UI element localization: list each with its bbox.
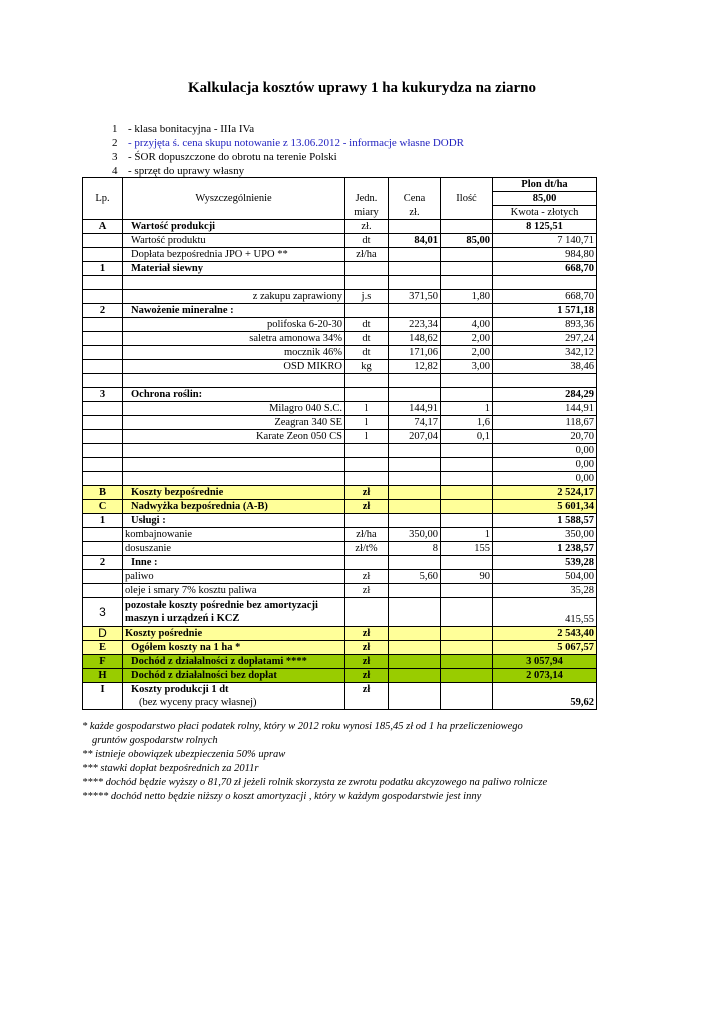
header-kwota: Kwota - złotych [493,206,597,220]
table-row: mocznik 46% dt 171,06 2,00 342,12 [83,346,597,360]
header-plon: Plon dt/ha [493,178,597,192]
table-row: z zakupu zaprawiony j.s 371,50 1,80 668,70 [83,290,597,304]
footnote: **** dochód będzie wyższy o 81,70 zł jeżeli rolnik skorzysta ze zwrotu podatku akcyzowego na paliwo rolnicze [82,777,548,788]
page-title: Kalkulacja kosztów uprawy 1 ha kukurydza na ziarno [188,80,536,96]
assumptions-list [112,122,464,178]
table-row: Milagro 040 S.C. l 144,91 1 144,91 [83,402,597,416]
table-row-summary: E Ogółem koszty na 1 ha * zł 5 067,57 [83,641,597,655]
table-row: paliwo zł 5,60 90 504,00 [83,570,597,584]
header-ilosc: Ilość [441,192,493,206]
table-row: Zeagran 340 SE l 74,17 1,6 118,67 [83,416,597,430]
table-row: OSD MIKRO kg 12,82 3,00 38,46 [83,360,597,374]
table-row: Karate Zeon 050 CS l 207,04 0,1 20,70 [83,430,597,444]
table-header-row [83,178,597,192]
table-row-summary: H Dochód z działalności bez dopłat zł 2 073,14 [83,669,597,683]
header-lp: Lp. [83,192,123,206]
table-row: 3 pozostałe koszty pośrednie bez amortyzacji maszyn i urządzeń i KCZ 415,55 [83,598,597,627]
table-row: Dopłata bezpośrednia JPO + UPO ** zł/ha 984,80 [83,248,597,262]
table-row: saletra amonowa 34% dt 148,62 2,00 297,24 [83,332,597,346]
assumption-item: 1 - klasa bonitacyjna - IIIa IVa [112,123,255,135]
table-row: 2 Nawożenie mineralne : 1 571,18 [83,304,597,318]
footnote: ***** dochód netto będzie niższy o koszt amortyzacji , który w każdym gospodarstwie jest inny [82,791,482,802]
table-row-summary: C Nadwyżka bezpośrednia (A-B) zł 5 601,34 [83,500,597,514]
table-row: A Wartość produkcji zł. 8 125,51 [83,220,597,234]
header-cena: Cena [389,192,441,206]
assumption-item: 2 - przyjęta ś. cena skupu notowanie z 13.06.2012 - informacje własne DODR [112,137,465,149]
footnote: gruntów gospodarstw rolnych [92,735,218,746]
footnote: * każde gospodarstwo płaci podatek rolny, który w 2012 roku wynosi 185,45 zł od 1 ha przeliczeniowego [82,721,523,732]
table-row-summary: B Koszty bezpośrednie zł 2 524,17 [83,486,597,500]
table-row: oleje i smary 7% kosztu paliwa zł 35,28 [83,584,597,598]
table-row: 1 Materiał siewny 668,70 [83,262,597,276]
table-header-row [83,192,597,206]
header-wyszczegolnienie: Wyszczególnienie [123,192,345,206]
header-jedn: Jedn. [345,192,389,206]
assumption-item: 4 - sprzęt do uprawy własny [112,165,245,177]
table-row: 0,00 [83,458,597,472]
table-row: 2 Inne : 539,28 [83,556,597,570]
table-row: 3 Ochrona roślin: 284,29 [83,388,597,402]
header-plon-value: 85,00 [493,192,597,206]
table-row-summary: D Koszty pośrednie zł 2 543,40 [83,627,597,641]
table-row: I Koszty produkcji 1 dt (bez wyceny pracy własnej) zł 59,62 [83,683,597,710]
footnote: *** stawki dopłat bezpośrednich za 2011r [82,763,259,774]
table-row-summary: F Dochód z działalności z dopłatami **** zł 3 057,94 [83,655,597,669]
table-row: polifoska 6-20-30 dt 223,34 4,00 893,36 [83,318,597,332]
table-row: 1 Usługi : 1 588,57 [83,514,597,528]
assumption-item: 3 - ŚOR dopuszczone do obrotu na terenie Polski [112,151,337,163]
table-row: Wartość produktu dt 84,01 85,00 7 140,71 [83,234,597,248]
footnotes [82,720,642,804]
table-row [83,276,597,290]
footnote: ** istnieje obowiązek ubezpieczenia 50% upraw [82,749,286,760]
table-row [83,374,597,388]
header-cena-2: zł. [389,206,441,220]
table-row: 0,00 [83,444,597,458]
table-header-row [83,206,597,220]
table-row: kombajnowanie zł/ha 350,00 1 350,00 [83,528,597,542]
table-row: dosuszanie zł/t% 8 155 1 238,57 [83,542,597,556]
table-row: 0,00 [83,472,597,486]
cost-calculation-table [82,177,597,710]
header-jedn-2: miary [345,206,389,220]
